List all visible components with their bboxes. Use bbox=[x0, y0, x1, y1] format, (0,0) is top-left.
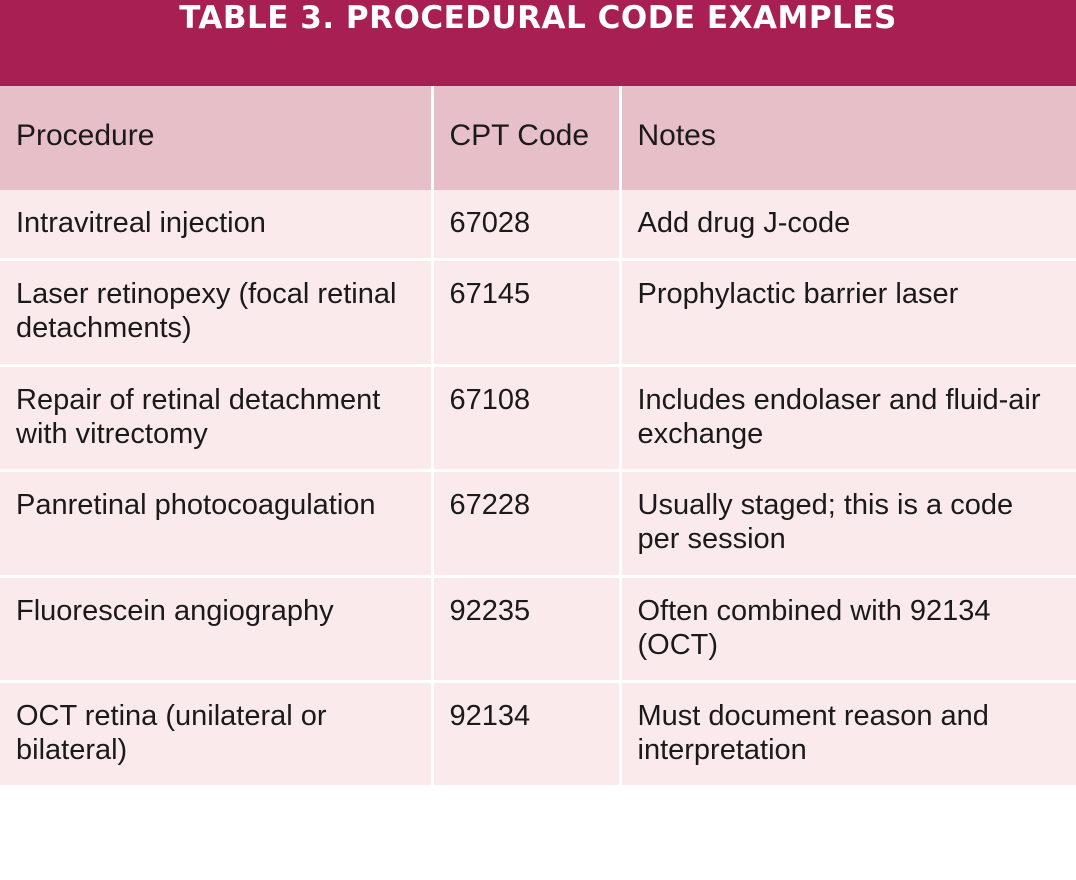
table-title-bar bbox=[0, 0, 1076, 86]
table-row bbox=[0, 190, 1076, 260]
cell-cpt-code: 67228 bbox=[432, 471, 620, 576]
cell-procedure: Fluorescein angiography bbox=[0, 576, 432, 681]
cell-notes: Usually staged; this is a code per session bbox=[620, 471, 1076, 576]
column-header-procedure: Procedure bbox=[0, 86, 432, 190]
table-row bbox=[0, 365, 1076, 470]
cell-notes: Add drug J-code bbox=[620, 190, 1076, 260]
cell-cpt-code: 92235 bbox=[432, 576, 620, 681]
cell-procedure: Intravitreal injection bbox=[0, 190, 432, 260]
cell-notes: Must document reason and interpretation bbox=[620, 681, 1076, 785]
cell-procedure: Panretinal photocoagulation bbox=[0, 471, 432, 576]
cell-notes: Includes endolaser and fluid-air exchange bbox=[620, 365, 1076, 470]
cell-cpt-code: 67145 bbox=[432, 260, 620, 365]
table-row bbox=[0, 681, 1076, 785]
column-header-notes: Notes bbox=[620, 86, 1076, 190]
table-body bbox=[0, 190, 1076, 785]
table-row bbox=[0, 260, 1076, 365]
cell-cpt-code: 92134 bbox=[432, 681, 620, 785]
cell-procedure: Laser retinopexy (focal retinal detachments) bbox=[0, 260, 432, 365]
cell-procedure: Repair of retinal detachment with vitrectomy bbox=[0, 365, 432, 470]
table-title: TABLE 3. PROCEDURAL CODE EXAMPLES bbox=[0, 0, 1076, 86]
table-row bbox=[0, 576, 1076, 681]
table-row bbox=[0, 471, 1076, 576]
column-header-cpt-code: CPT Code bbox=[432, 86, 620, 190]
cell-cpt-code: 67108 bbox=[432, 365, 620, 470]
cell-cpt-code: 67028 bbox=[432, 190, 620, 260]
table-header-row bbox=[0, 86, 1076, 190]
cell-notes: Prophylactic barrier laser bbox=[620, 260, 1076, 365]
cell-notes: Often combined with 92134 (OCT) bbox=[620, 576, 1076, 681]
cell-procedure: OCT retina (unilateral or bilateral) bbox=[0, 681, 432, 785]
